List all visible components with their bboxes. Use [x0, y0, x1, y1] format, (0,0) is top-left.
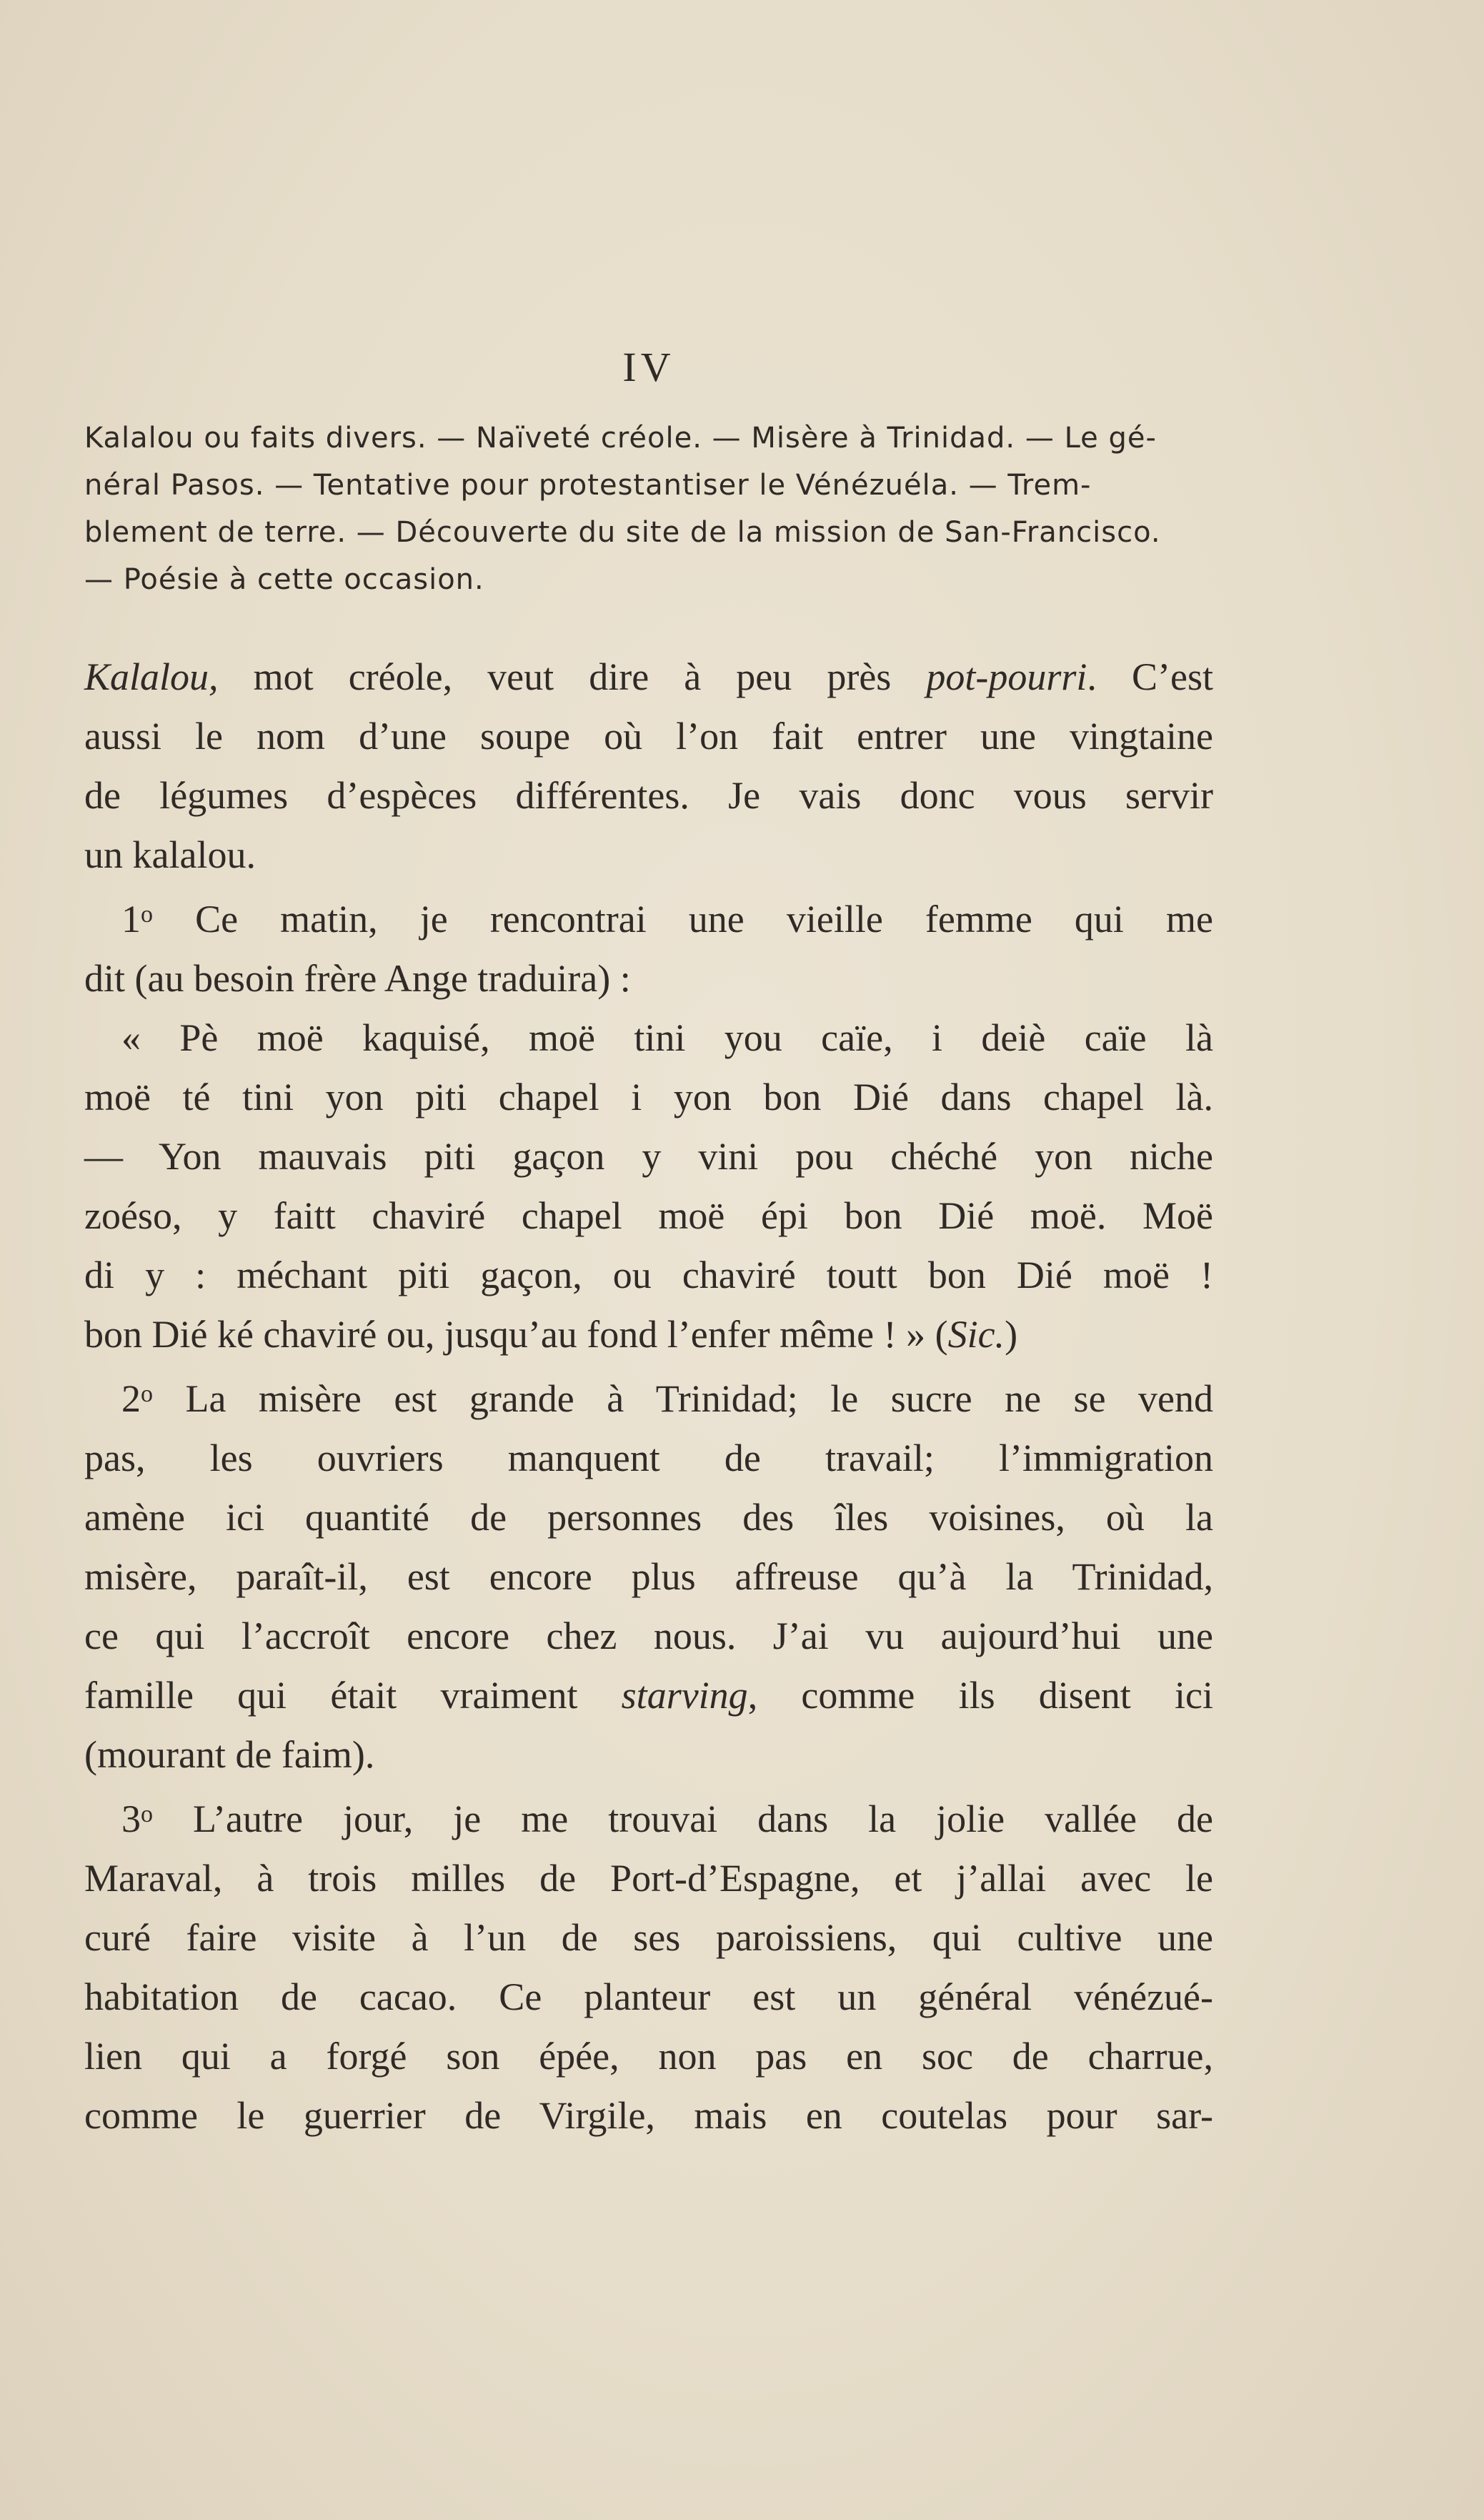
- body-line: Maraval, à trois milles de Port-d’Espagne, et j’allai avec le: [84, 1857, 1213, 1900]
- summary-line: blement de terre. — Découverte du site de la mission de San-Francisco.: [84, 516, 1161, 549]
- body-line: (mourant de faim).: [84, 1733, 375, 1776]
- item-number: 3: [121, 1797, 141, 1840]
- body-line: comme le guerrier de Virgile, mais en coutelas pour sar-: [84, 2094, 1213, 2137]
- ordinal-mark: o: [141, 1381, 153, 1407]
- text-run: mot créole, veut dire à peu près: [218, 655, 927, 698]
- body-line: — Yon mauvais piti gaçon y vini pou chéché yon niche: [84, 1135, 1213, 1178]
- text-run: bon Dié ké chaviré ou, jusqu’au fond l’enfer même ! » (: [84, 1313, 948, 1356]
- summary-line: — Poésie à cette occasion.: [84, 563, 484, 596]
- body-line: di y : méchant piti gaçon, ou chaviré toutt bon Dié moë !: [84, 1254, 1213, 1296]
- item-number: 1: [121, 898, 141, 941]
- body-line: [84, 648, 1213, 707]
- ordinal-mark: o: [141, 1801, 153, 1827]
- text-run: famille qui était vraiment: [84, 1674, 622, 1717]
- body-line: dit (au besoin frère Ange traduira) :: [84, 957, 631, 1000]
- text-run: L’autre jour, je me trouvai dans la jolie vallée de: [153, 1797, 1213, 1840]
- italic-word: pot-pourri: [926, 655, 1087, 698]
- chapter-summary: [84, 415, 1213, 603]
- summary-line: néral Pasos. — Tentative pour protestantiser le Vénézuéla. — Trem-: [84, 469, 1092, 502]
- body-line: [84, 1785, 1213, 1849]
- body-line: zoéso, y faitt chaviré chapel moë épi bon Dié moë. Moë: [84, 1194, 1213, 1237]
- text-run: ): [1005, 1313, 1018, 1356]
- ordinal-mark: o: [141, 901, 153, 928]
- body-line: curé faire visite à l’un de ses paroissiens, qui cultive une: [84, 1916, 1213, 1959]
- body-line: [84, 885, 1213, 949]
- italic-word: Kalalou,: [84, 655, 219, 698]
- body-line: aussi le nom d’une soupe où l’on fait entrer une vingtaine: [84, 715, 1213, 758]
- body-line: un kalalou.: [84, 833, 256, 876]
- body-line: « Pè moë kaquisé, moë tini you caïe, i deiè caïe là: [121, 1016, 1213, 1059]
- italic-word: Sic.: [947, 1313, 1005, 1356]
- body-line: moë té tini yon piti chapel i yon bon Dié dans chapel là.: [84, 1076, 1213, 1118]
- body-text: [84, 648, 1213, 2146]
- body-line: de légumes d’espèces différentes. Je vais donc vous servir: [84, 774, 1213, 817]
- summary-line: Kalalou ou faits divers. — Naïveté créole. — Misère à Trinidad. — Le gé-: [84, 422, 1157, 455]
- body-line: habitation de cacao. Ce planteur est un général vénézué-: [84, 1975, 1213, 2018]
- body-line: [84, 1364, 1213, 1429]
- body-line: [84, 1305, 1213, 1364]
- item-number: 2: [121, 1377, 141, 1420]
- text-run: . C’est: [1087, 655, 1213, 698]
- text-run: Ce matin, je rencontrai une vieille femme qui me: [153, 898, 1213, 941]
- body-line: misère, paraît-il, est encore plus affreuse qu’à la Trinidad,: [84, 1555, 1213, 1598]
- text-run: La misère est grande à Trinidad; le sucre ne se vend: [153, 1377, 1213, 1420]
- body-line: ce qui l’accroît encore chez nous. J’ai vu aujourd’hui une: [84, 1614, 1213, 1657]
- body-line: amène ici quantité de personnes des îles voisines, où la: [84, 1496, 1213, 1539]
- text-run: , comme ils disent ici: [747, 1674, 1213, 1717]
- chapter-heading: IV: [622, 344, 675, 390]
- body-line: [84, 1666, 1213, 1725]
- body-line: pas, les ouvriers manquent de travail; l’immigration: [84, 1437, 1213, 1479]
- italic-word: starving: [621, 1674, 748, 1717]
- body-line: lien qui a forgé son épée, non pas en soc de charrue,: [84, 2035, 1213, 2078]
